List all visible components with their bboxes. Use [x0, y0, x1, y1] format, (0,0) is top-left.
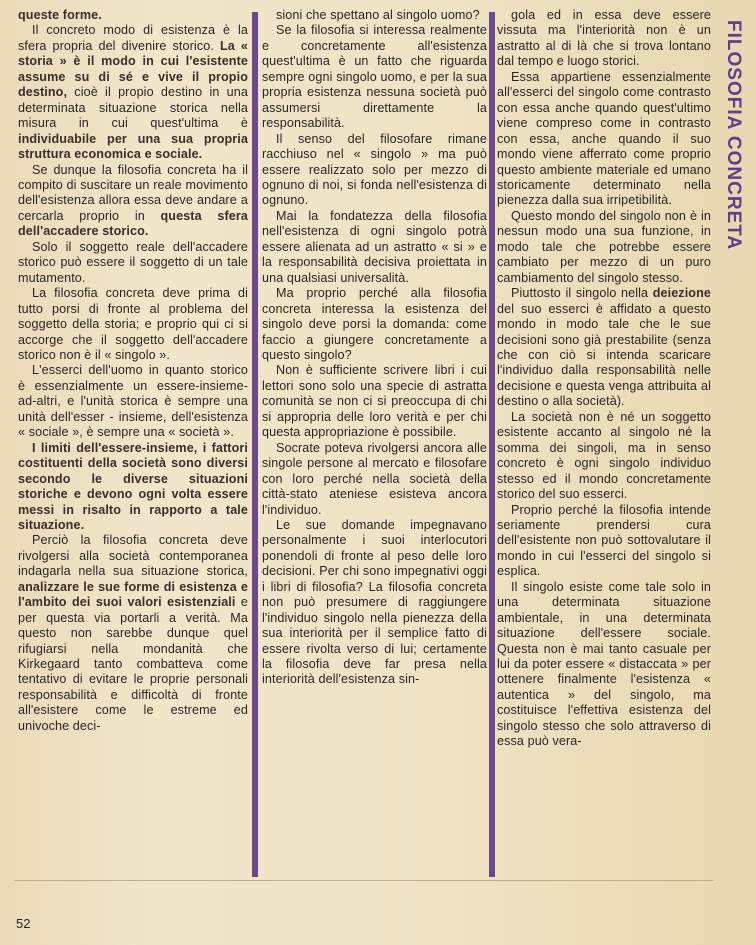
- body-text: La società non è né un soggetto esistente accanto al singolo né la somma dei singoli, ma in senso concreto è ogni singolo individuo stesso ed il mondo concretamente storico del suo esserci.: [497, 409, 711, 502]
- bold-text: I limiti dell'essere-insieme, i fattori costituenti della società sono diversi secondo le diverse situazioni storiche e devono ogni volta essere messi in risalto in rapporto a tale situazione.: [18, 440, 248, 532]
- section-title: [718, 20, 748, 380]
- column-divider: [252, 12, 258, 877]
- bold-text: questa sfera dell'accadere storico.: [18, 208, 248, 239]
- body-text: sioni che spettano al singolo uomo?: [276, 8, 480, 22]
- paragraph: [497, 286, 711, 410]
- body-text: Le sue domande impegnavano personalmente i suoi interlocutori ponendoli di fronte al peso delle loro decisioni. Per chi sono impegnativi oggi i libri di filosofia? La filosofia concreta non può presumere di raggiungere l'individuo singolo nella pienezza della sua interiorità per il semplice fatto di essere rivolta verso di lui; certamente la filosofia deve far presa nella interiorità dell'esistenza sin-: [262, 517, 487, 687]
- body-text: Il senso del filosofare rimane racchiuso nel « singolo » ma può essere realizzato solo per mezzo di ognuno di noi, si fonda nell'esistenza di ognuno.: [262, 131, 487, 208]
- body-text: e per questa via portarli a verità. Ma questo non sarebbe dunque quel rifugiarsi nella mondanità che Kirkegaard tanto combatteva come tentativo di evitare le proprie personali responsabilità e difficoltà di fronte all'esistere come le estreme ed univoche deci-: [18, 595, 249, 733]
- footer-divider: [14, 880, 714, 881]
- paragraph: [497, 503, 711, 580]
- paragraph: [497, 410, 711, 503]
- column-divider: [489, 12, 495, 877]
- paragraph: [18, 533, 248, 734]
- paragraph: [18, 8, 248, 23]
- body-text: Essa appartiene essenzialmente all'esserci del singolo come contrasto con essa anche quando quest'ultimo viene compreso come in contrasto con essa, anche quando il suo mondo viene afferrato come proprio questo ambiente materiale ed umano storicamente determinato nella pienezza dalla sua irripetibilità.: [497, 69, 711, 208]
- bold-text: deiezione: [652, 286, 711, 301]
- body-text: gola ed in essa deve essere vissuta ma l'interiorità non è un astratto al di là che si trova lontano dal tempo e luogo storici.: [497, 8, 711, 69]
- body-text: Socrate poteva rivolgersi ancora alle singole persone al mercato e filosofare con loro perché nella società della città-stato ateniese esisteva ancora l'individuo.: [262, 440, 487, 517]
- paragraph: [262, 23, 487, 131]
- page-number: 52: [16, 916, 31, 931]
- body-text: Se dunque la filosofia concreta ha il compito di suscitare un reale movimento dell'esistenza allora essa deve andare a cercarla proprio in: [18, 162, 248, 223]
- paragraph: [497, 70, 711, 209]
- section-title-text: FILOSOFIA CONCRETA: [723, 20, 744, 251]
- body-text: cioè il propio destino in una determinata situazione storica nella misura in cui quest'ultima è: [18, 85, 248, 131]
- text-column-1: [18, 8, 248, 734]
- body-text: Il concreto modo di esistenza è la sfera propria del divenire storico.: [18, 23, 248, 53]
- body-text: Se la filosofia si interessa realmente e concretamente all'esistenza quest'ultima è un fatto che riguarda sempre ogni singolo uomo, e per la sua propria esistenza nessuna società può assumersi direttamente la responsabilità.: [262, 23, 487, 131]
- body-text: Il singolo esiste come tale solo in una determinata situazione ambientale, in una determinata situazione dell'essere sociale. Questa non è mai tanto casuale per lui da poter essere « distaccata » per ottenere finalmente l'esistenza « autentica » del singolo, ma costituisce l'effettiva esistenza del singolo stesso che solo attraverso di essa può vera-: [497, 579, 711, 749]
- paragraph: [262, 518, 487, 688]
- bold-text: analizzare le sue forme di esistenza e l'ambito dei suoi valori esistenziali: [18, 579, 248, 610]
- paragraph: [262, 363, 487, 440]
- body-text: La filosofia concreta deve prima di tutto porsi di fronte al problema del soggetto della storia; e proprio qui ci si accorge che il soggetto dell'accadere storico non è il « singolo ».: [18, 286, 248, 362]
- paragraph: [18, 163, 248, 240]
- paragraph: [18, 23, 248, 162]
- paragraph: [18, 240, 248, 286]
- paragraph: [497, 580, 711, 750]
- text-column-3: [497, 8, 711, 750]
- paragraph: [262, 132, 487, 209]
- bold-text: queste forme.: [18, 8, 102, 22]
- body-text: Solo il soggetto reale dell'accadere storico può essere il soggetto di un tale mutamento.: [18, 239, 248, 285]
- paragraph: [18, 363, 248, 440]
- paragraph: [262, 8, 487, 23]
- paragraph: [262, 441, 487, 518]
- paragraph: [18, 286, 248, 363]
- body-text: del suo esserci è affidato a questo mondo in modo tale che le sue decisioni sono già prestabilite (senza che con ciò si intenda scaricare l'individuo dalla responsabilità nelle decisione e questa venga attribuita al destino o alla società).: [497, 301, 711, 409]
- body-text: Piuttosto il singolo nella: [511, 286, 653, 301]
- body-text: Non è sufficiente scrivere libri i cui lettori sono solo una specie di astratta comunità se non ci si preoccupa di chi si appropria delle loro verità e per chi questa appropriazione è possibile.: [262, 363, 487, 440]
- body-text: Ma proprio perché alla filosofia concreta interessa la esistenza del singolo deve porsi la domanda: come faccio a giungere concretamente a questo singolo?: [262, 286, 487, 362]
- text-column-2: [262, 8, 487, 688]
- body-text: Perciò la filosofia concreta deve rivolgersi alla società contemporanea indagarla nella sua situazione storica,: [18, 533, 248, 579]
- paragraph: [18, 441, 248, 534]
- paragraph: [497, 209, 711, 286]
- body-text: Proprio perché la filosofia intende seriamente prendersi cura dell'esistente non può sottovalutare il mondo in cui l'esserci del singolo si esplica.: [497, 502, 711, 579]
- paragraph: [497, 8, 711, 70]
- bold-text: La « storia » è il modo in cui l'esistente assume su di sé e vive il propio destino,: [18, 38, 249, 100]
- body-text: L'esserci dell'uomo in quanto storico è essenzialmente un essere-insieme-ad-altri, e l'unità storica è sempre una unità dell'esser - insieme, dell'esistenza « sociale », è sempre una « società ».: [18, 363, 248, 440]
- body-text: Mai la fondatezza della filosofia nell'esistenza di ogni singolo potrà essere alienata ad un astratto « si » e la responsabilità decisiva proiettata in una qualsiasi universalità.: [262, 208, 487, 285]
- body-text: Questo mondo del singolo non è in nessun modo una sua funzione, in modo tale che potrebbe essere cambiato per mezzo di un puro cambiamento del singolo stesso.: [497, 208, 711, 285]
- paragraph: [262, 209, 487, 286]
- paragraph: [262, 286, 487, 363]
- bold-text: individuabile per una sua propria struttura economica e sociale.: [18, 131, 248, 162]
